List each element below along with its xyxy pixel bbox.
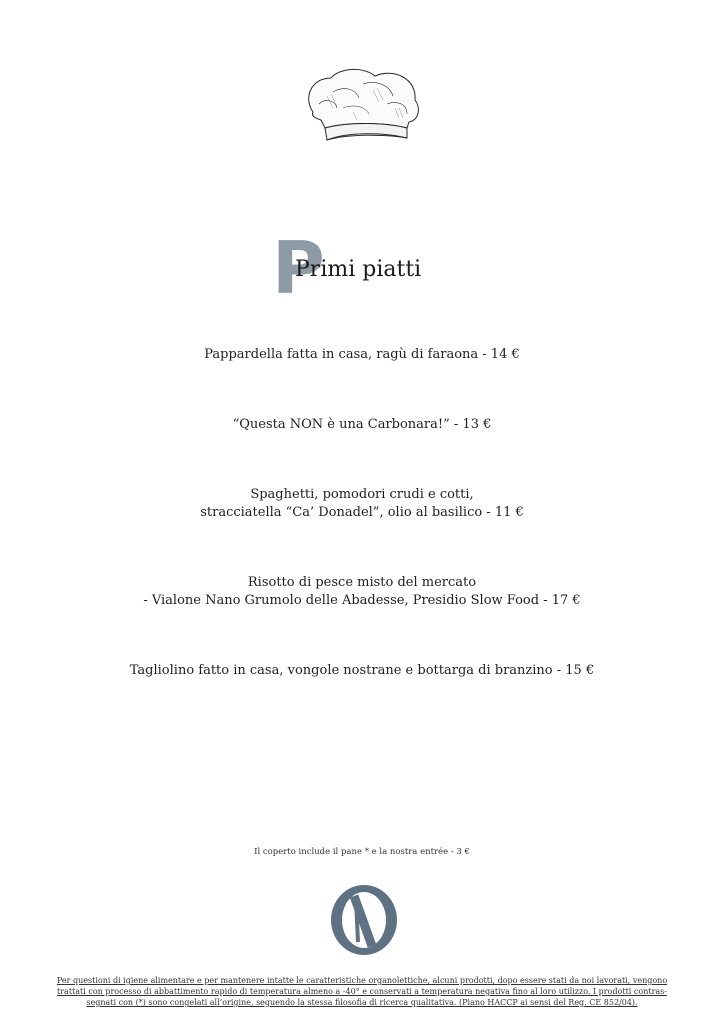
menu-item-line: Spaghetti, pomodori crudi e cotti, — [250, 487, 474, 502]
menu-item — [0, 486, 724, 522]
page-title: Primi piatti — [295, 257, 422, 282]
restaurant-logo-icon — [328, 884, 400, 956]
chef-hat-icon — [303, 68, 423, 146]
menu-item-line: stracciatella “Ca’ Donadel”, olio al basilico - 11 € — [200, 505, 524, 520]
decorative-initial: P — [272, 226, 325, 310]
footnote-line: segnati con (*) sono congelati all’origine, seguendo la stessa filosofia di ricerca qualitativa. (Piano HACCP ai sensi del Reg. CE 852/04). — [86, 998, 638, 1007]
menu-item-line: Risotto di pesce misto del mercato — [247, 575, 477, 590]
menu-item-line: Tagliolino fatto in casa, vongole nostrane e bottarga di branzino - 15 € — [129, 663, 595, 678]
footnote-line: Per questioni di igiene alimentare e per mantenere intatte le caratteristiche organolettiche, alcuni prodotti, dopo essere stati da noi lavorati, vengono — [56, 976, 668, 985]
menu-item-line: - Vialone Nano Grumolo delle Abadesse, Presidio Slow Food - 17 € — [143, 593, 581, 608]
menu-item-line: Pappardella fatta in casa, ragù di faraona - 14 € — [204, 347, 520, 362]
cover-charge-note: Il coperto include il pane * e la nostra entrée - 3 € — [254, 847, 470, 857]
footnote-line: trattati con processo di abbattimento rapido di temperatura almeno a -40° e conservati a temperatura negativa fino al loro utilizzo. I prodotti contras- — [57, 987, 667, 996]
menu-item — [0, 574, 724, 610]
haccp-footnote — [48, 975, 676, 1008]
menu-item-line: “Questa NON è una Carbonara!” - 13 € — [232, 417, 492, 432]
section-heading — [272, 228, 472, 308]
menu-item — [0, 416, 724, 434]
menu-item — [0, 346, 724, 364]
menu-item — [0, 662, 724, 680]
